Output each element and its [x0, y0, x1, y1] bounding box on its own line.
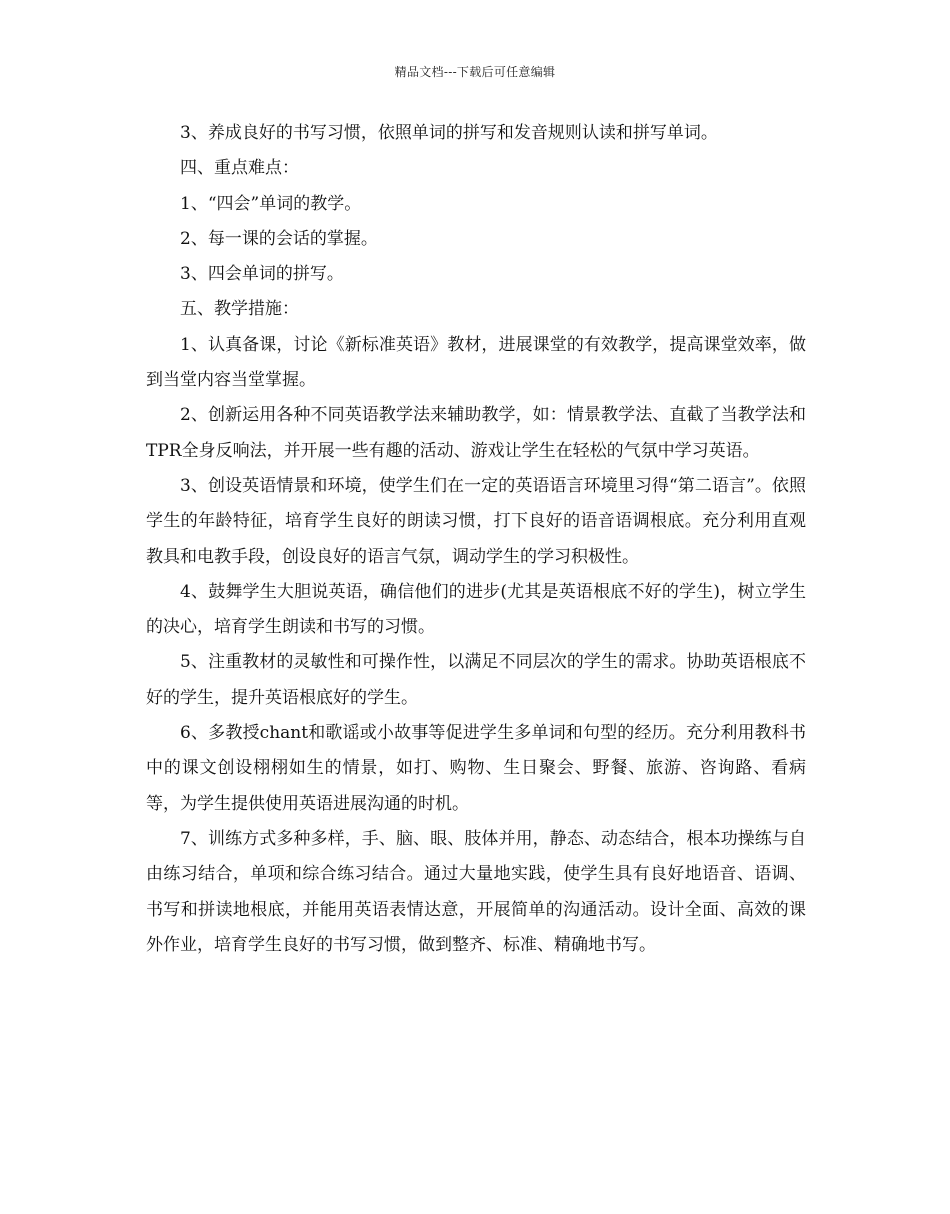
list-item: 1、“四会”单词的教学。	[180, 193, 362, 214]
list-item: 7、训练方式多种多样，手、脑、眼、肢体并用，静态、动态结合，根本功操练与自由练习结合，单项和综合练习结合。通过大量地实践，使学生具有良好地语音、语调、书写和拼读地根底，并能用英语表情达意，开展简单的沟通活动。设计全面、高效的课外作业，培育学生良好的书写习惯，做到整齐、标准、精确地书写。	[146, 828, 806, 955]
list-item: 3、四会单词的拼写。	[180, 264, 344, 285]
page-header: 精品文档---下载后可任意编辑	[394, 65, 556, 79]
list-item: 3、创设英语情景和环境，使学生们在一定的英语语言环境里习得“第二语言”。依照学生的年龄特征，培育学生良好的朗读习惯，打下良好的语音语调根底。充分利用直观教具和电教手段，创设良好的语言气氛，调动学生的学习积极性。	[146, 475, 806, 567]
list-item: 4、鼓舞学生大胆说英语，确信他们的进步(尤其是英语根底不好的学生)，树立学生的决心，培育学生朗读和书写的习惯。	[146, 581, 806, 638]
paragraph: 3、养成良好的书写习惯，依照单词的拼写和发音规则认读和拼写单词。	[180, 123, 718, 143]
list-item: 2、每一课的会话的掌握。	[180, 228, 378, 249]
list-item: 2、创新运用各种不同英语教学法来辅助教学，如：情景教学法、直截了当教学法和TPR全身反响法，并开展一些有趣的活动、游戏让学生在轻松的气氛中学习英语。	[146, 405, 806, 461]
list-item: 5、注重教材的灵敏性和可操作性，以满足不同层次的学生的需求。协助英语根底不好的学生，提升英语根底好的学生。	[146, 652, 806, 708]
list-item: 1、认真备课，讨论《新标准英语》教材，进展课堂的有效教学，提高课堂效率，做到当堂内容当堂掌握。	[146, 334, 806, 391]
section-heading: 四、重点难点：	[180, 158, 299, 179]
list-item: 6、多教授chant和歌谣或小故事等促进学生多单词和句型的经历。充分利用教科书中的课文创设栩栩如生的情景，如打、购物、生日聚会、野餐、旅游、咨询路、看病等，为学生提供使用英语进展沟通的时机。	[146, 723, 806, 814]
document-body	[146, 116, 806, 963]
section-heading: 五、教学措施：	[180, 299, 299, 320]
